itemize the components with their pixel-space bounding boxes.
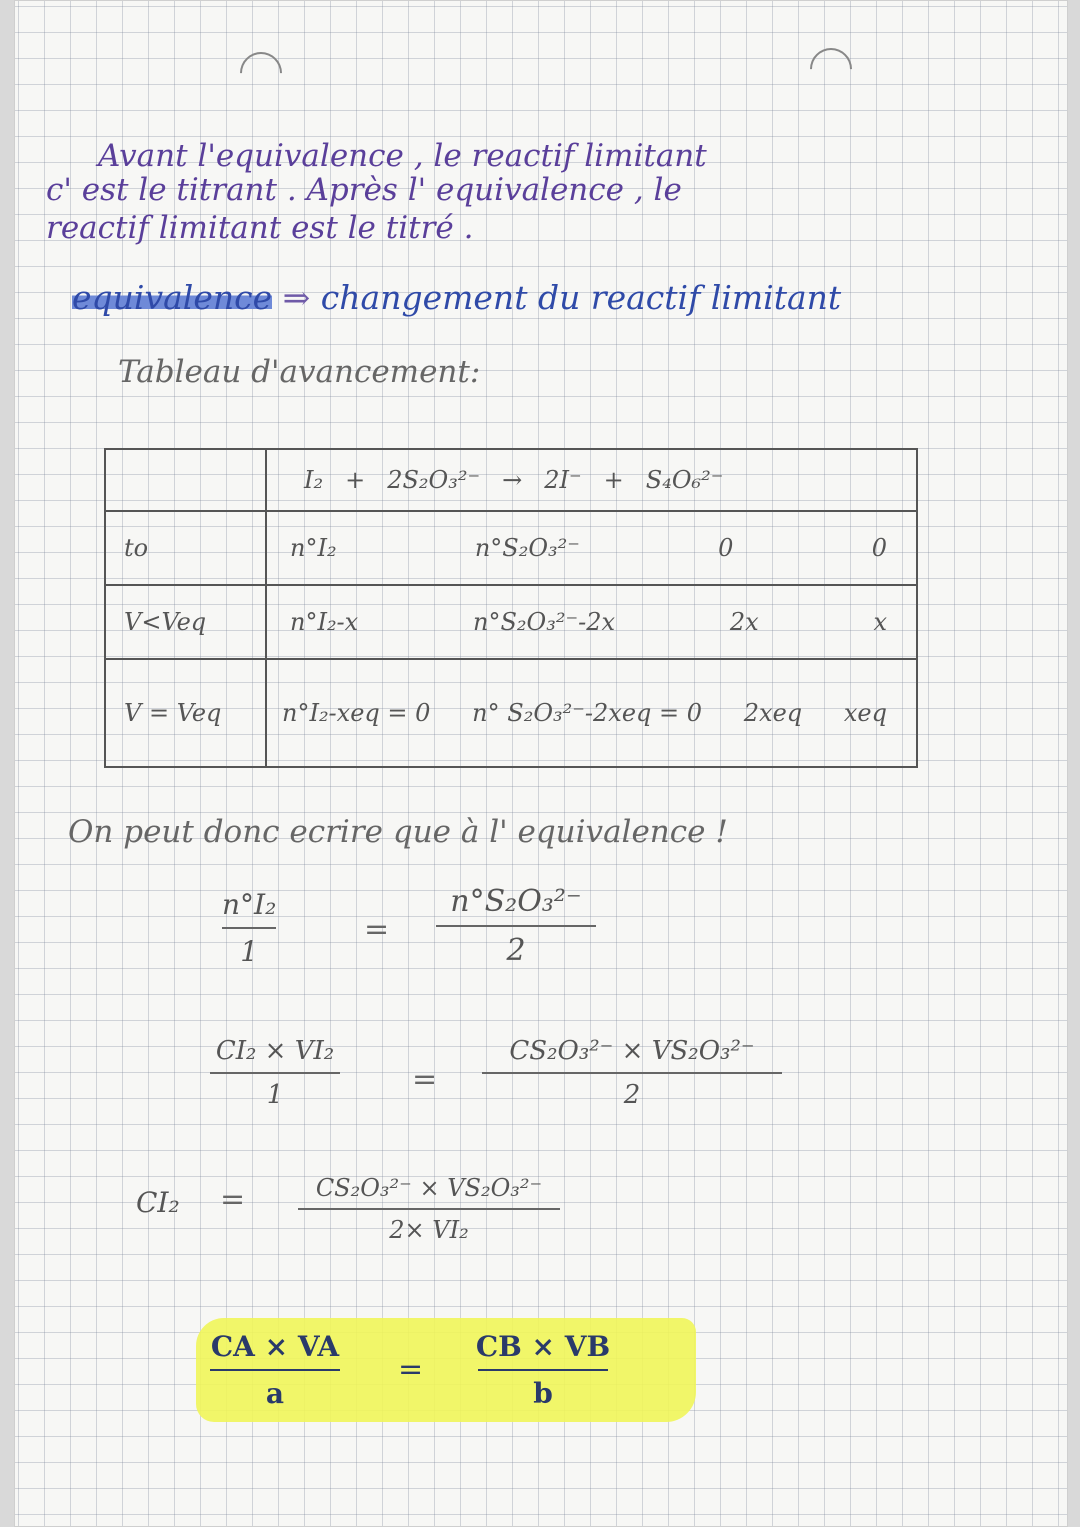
final-right-denominator: b	[533, 1377, 553, 1410]
intro-line-1: Avant l'equivalence , le reactif limitant	[98, 138, 707, 174]
table-cell: = 0	[659, 699, 703, 727]
key-point-text: changement du reactif limitant	[320, 278, 842, 317]
table-cell: x	[873, 608, 887, 636]
table-cell: n°I₂-x	[290, 608, 359, 636]
table-cell: 2xeq	[743, 699, 803, 727]
product-iodide: 2I⁻	[544, 466, 582, 494]
eq2-right-fraction	[482, 1036, 782, 1110]
eq3-denominator: 2× VI₂	[389, 1216, 469, 1244]
final-left-denominator: a	[265, 1377, 285, 1410]
final-left-fraction	[210, 1330, 340, 1410]
equals-sign: =	[412, 1062, 438, 1097]
equals-sign: =	[220, 1182, 246, 1217]
intro-line-3: reactif limitant est le titré .	[46, 210, 474, 246]
row-label: V<Veq	[105, 585, 266, 659]
table-cell: 0	[718, 534, 734, 562]
table-cell: n°S₂O₃²⁻-2x	[473, 608, 616, 636]
table-row	[105, 511, 917, 585]
eq1-right-fraction	[436, 884, 596, 968]
eq1-right-denominator: 2	[506, 933, 526, 968]
table-cell: = 0	[387, 699, 431, 727]
table-cell: n°I₂	[290, 534, 337, 562]
binder-hole-mark	[801, 39, 860, 98]
implies-arrow: ⇒	[282, 278, 311, 317]
eq3-lhs: CI₂	[136, 1186, 180, 1219]
reactant-thiosulfate: 2S₂O₃²⁻	[387, 466, 481, 494]
table-row	[105, 585, 917, 659]
eq3-numerator: CS₂O₃²⁻ × VS₂O₃²⁻	[315, 1174, 543, 1202]
product-tetrathionate: S₄O₆²⁻	[645, 466, 724, 494]
eq1-left-denominator: 1	[240, 935, 259, 968]
table-title: Tableau d'avancement:	[118, 354, 481, 390]
conclusion-text: On peut donc ecrire que à l' equivalence !	[68, 814, 728, 850]
reaction-arrow: →	[502, 466, 523, 494]
eq2-left-denominator: 1	[266, 1080, 284, 1110]
eq1-right-numerator: n°S₂O₃²⁻	[450, 884, 582, 919]
eq2-left-fraction	[210, 1036, 340, 1110]
equals-sign: =	[364, 912, 390, 947]
eq2-right-denominator: 2	[623, 1080, 641, 1110]
row-label: V = Veq	[105, 659, 266, 767]
eq2-left-numerator: CI₂ × VI₂	[215, 1036, 335, 1066]
table-cell: 0	[871, 534, 887, 562]
eq1-left-numerator: n°I₂	[222, 888, 277, 921]
table-cell: xeq	[843, 699, 887, 727]
intro-line-2: c' est le titrant . Après l' equivalence , le	[46, 172, 682, 208]
eq2-right-numerator: CS₂O₃²⁻ × VS₂O₃²⁻	[509, 1036, 755, 1066]
table-cell: n°S₂O₃²⁻	[474, 534, 580, 562]
equals-sign: =	[398, 1352, 424, 1387]
notebook-page	[14, 0, 1068, 1527]
plus-sign: +	[345, 466, 366, 494]
final-left-numerator: CA × VA	[210, 1330, 340, 1363]
eq3-fraction	[298, 1174, 560, 1244]
table-cell: 2x	[729, 608, 759, 636]
advancement-table	[104, 448, 918, 768]
final-right-numerator: CB × VB	[475, 1330, 611, 1363]
table-row	[105, 659, 917, 767]
row-label: to	[105, 511, 266, 585]
eq1-left-fraction	[222, 888, 276, 968]
table-cell: n° S₂O₃²⁻-2xeq	[472, 699, 652, 727]
key-point	[72, 278, 841, 317]
table-row-equation	[105, 449, 917, 511]
binder-hole-mark	[231, 43, 290, 102]
table-cell: n°I₂-xeq	[282, 699, 380, 727]
plus-sign: +	[603, 466, 624, 494]
final-right-fraction	[475, 1330, 611, 1410]
key-word-equivalence: equivalence	[72, 278, 273, 317]
reactant-iodine: I₂	[304, 466, 324, 494]
